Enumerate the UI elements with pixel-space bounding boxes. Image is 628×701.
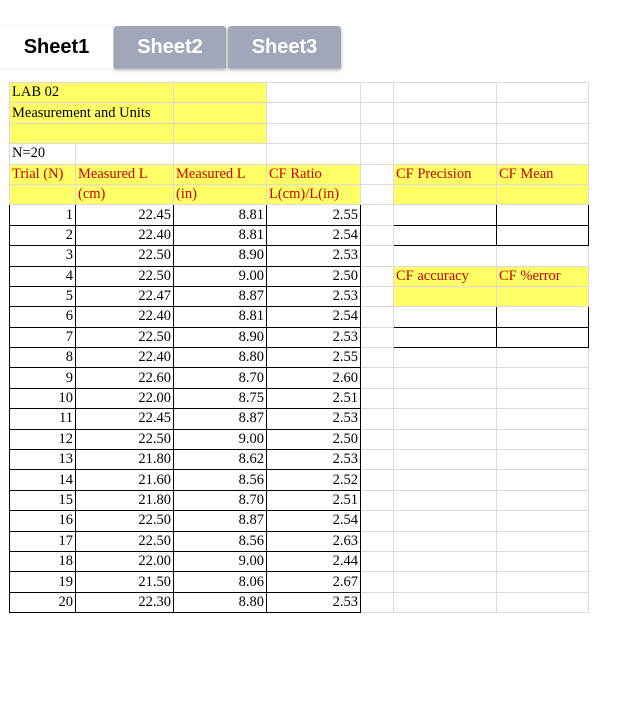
cell[interactable] xyxy=(497,470,589,490)
cell[interactable] xyxy=(361,429,394,449)
trial-cell[interactable]: 3 xyxy=(10,246,76,266)
cell[interactable] xyxy=(361,388,394,408)
measured-cm-unit[interactable]: (cm) xyxy=(76,184,174,204)
sheet-row-1 xyxy=(10,83,589,103)
measured-cm-cell[interactable]: 22.45 xyxy=(76,409,174,429)
measured-in-cell[interactable]: 8.90 xyxy=(174,327,267,347)
cell[interactable] xyxy=(497,368,589,388)
cell[interactable] xyxy=(361,511,394,531)
trial-cell[interactable]: 9 xyxy=(10,368,76,388)
cell[interactable] xyxy=(361,592,394,612)
measured-cm-cell[interactable]: 21.50 xyxy=(76,572,174,592)
cf-accuracy-value[interactable] xyxy=(394,286,497,306)
cell[interactable] xyxy=(361,205,394,225)
trial-cell[interactable]: 18 xyxy=(10,551,76,571)
lab-title-cell[interactable]: LAB 02 xyxy=(10,83,174,103)
cell[interactable] xyxy=(267,123,361,143)
cell[interactable] xyxy=(394,470,497,490)
cell[interactable] xyxy=(497,429,589,449)
table-row xyxy=(10,307,589,327)
tab-sheet3[interactable]: Sheet3 xyxy=(228,26,341,68)
table-row xyxy=(10,368,589,388)
trial-cell[interactable]: 20 xyxy=(10,592,76,612)
measured-in-cell[interactable]: 9.00 xyxy=(174,551,267,571)
sheet-row-6 xyxy=(10,184,589,204)
cell[interactable] xyxy=(361,184,394,204)
trial-cell[interactable]: 5 xyxy=(10,286,76,306)
cell[interactable] xyxy=(394,246,497,266)
cell[interactable] xyxy=(76,144,174,164)
cell[interactable] xyxy=(394,490,497,510)
cell[interactable] xyxy=(361,327,394,347)
cf-ratio-cell[interactable]: 2.55 xyxy=(267,348,361,368)
measured-in-cell[interactable]: 8.81 xyxy=(174,307,267,327)
table-row xyxy=(10,470,589,490)
trial-cell[interactable]: 12 xyxy=(10,429,76,449)
cell[interactable] xyxy=(497,83,589,103)
trial-cell[interactable]: 14 xyxy=(10,470,76,490)
table-row xyxy=(10,266,589,286)
spreadsheet-grid xyxy=(9,82,589,613)
cell[interactable] xyxy=(497,388,589,408)
table-row xyxy=(10,551,589,571)
measured-cm-cell[interactable]: 22.50 xyxy=(76,266,174,286)
cell[interactable] xyxy=(497,348,589,368)
cell[interactable] xyxy=(361,470,394,490)
cell[interactable] xyxy=(267,103,361,123)
trial-cell[interactable]: 17 xyxy=(10,531,76,551)
cf-ratio-cell[interactable]: 2.51 xyxy=(267,490,361,510)
measured-in-cell[interactable]: 8.70 xyxy=(174,368,267,388)
cell[interactable] xyxy=(394,409,497,429)
measured-in-cell[interactable]: 8.81 xyxy=(174,205,267,225)
measured-in-cell[interactable]: 9.00 xyxy=(174,266,267,286)
cell[interactable] xyxy=(361,450,394,470)
table-row xyxy=(10,429,589,449)
measured-cm-cell[interactable]: 22.40 xyxy=(76,348,174,368)
cell[interactable] xyxy=(497,551,589,571)
cf-precision-result[interactable] xyxy=(394,225,497,245)
trial-cell[interactable]: 11 xyxy=(10,409,76,429)
cf-ratio-cell[interactable]: 2.54 xyxy=(267,307,361,327)
cf-ratio-cell[interactable]: 2.53 xyxy=(267,327,361,347)
cf-ratio-cell[interactable]: 2.54 xyxy=(267,511,361,531)
cf-ratio-cell[interactable]: 2.53 xyxy=(267,286,361,306)
table-row xyxy=(10,511,589,531)
measured-cm-cell[interactable]: 22.50 xyxy=(76,511,174,531)
measured-in-cell[interactable]: 8.56 xyxy=(174,470,267,490)
sheet-row-5 xyxy=(10,164,589,184)
cell[interactable] xyxy=(497,572,589,592)
cell[interactable] xyxy=(267,83,361,103)
table-row xyxy=(10,286,589,306)
cell[interactable] xyxy=(394,450,497,470)
measured-in-header[interactable]: Measured L xyxy=(174,164,267,184)
cell[interactable] xyxy=(497,592,589,612)
measured-cm-cell[interactable]: 22.50 xyxy=(76,429,174,449)
cell[interactable] xyxy=(361,531,394,551)
cell[interactable] xyxy=(497,531,589,551)
cf-ratio-cell[interactable]: 2.53 xyxy=(267,409,361,429)
measured-in-cell[interactable]: 8.80 xyxy=(174,348,267,368)
cf-accuracy-header[interactable]: CF accuracy xyxy=(394,266,497,286)
measured-cm-cell[interactable]: 22.45 xyxy=(76,205,174,225)
cf-ratio-cell[interactable]: 2.44 xyxy=(267,551,361,571)
cf-error-result[interactable] xyxy=(497,327,589,347)
table-row xyxy=(10,205,589,225)
cell[interactable] xyxy=(394,144,497,164)
measured-cm-cell[interactable]: 22.50 xyxy=(76,327,174,347)
cf-ratio-cell[interactable]: 2.52 xyxy=(267,470,361,490)
cell[interactable] xyxy=(361,266,394,286)
measured-cm-cell[interactable]: 22.60 xyxy=(76,368,174,388)
cell[interactable] xyxy=(394,83,497,103)
measured-cm-cell[interactable]: 21.80 xyxy=(76,490,174,510)
measured-in-unit[interactable]: (in) xyxy=(174,184,267,204)
measured-cm-header[interactable]: Measured L xyxy=(76,164,174,184)
table-row xyxy=(10,388,589,408)
cell[interactable] xyxy=(394,348,497,368)
measured-cm-cell[interactable]: 22.40 xyxy=(76,225,174,245)
cell[interactable] xyxy=(174,103,267,123)
cell[interactable] xyxy=(174,83,267,103)
table-row xyxy=(10,327,589,347)
table-row xyxy=(10,409,589,429)
cell[interactable] xyxy=(497,123,589,143)
measured-in-cell[interactable]: 8.87 xyxy=(174,286,267,306)
cell[interactable] xyxy=(361,551,394,571)
cf-error-result[interactable] xyxy=(497,307,589,327)
cell[interactable] xyxy=(394,572,497,592)
cf-ratio-cell[interactable]: 2.53 xyxy=(267,246,361,266)
cell[interactable] xyxy=(267,144,361,164)
measured-cm-cell[interactable]: 22.47 xyxy=(76,286,174,306)
cf-precision-value[interactable] xyxy=(394,184,497,204)
cell[interactable] xyxy=(361,164,394,184)
measured-cm-cell[interactable]: 22.00 xyxy=(76,388,174,408)
table-row xyxy=(10,592,589,612)
cf-ratio-cell[interactable]: 2.51 xyxy=(267,388,361,408)
measured-cm-cell[interactable]: 22.30 xyxy=(76,592,174,612)
cf-precision-result[interactable] xyxy=(394,205,497,225)
measured-in-cell[interactable]: 8.70 xyxy=(174,490,267,510)
cell[interactable] xyxy=(361,368,394,388)
trial-cell[interactable]: 6 xyxy=(10,307,76,327)
measured-cm-cell[interactable]: 22.00 xyxy=(76,551,174,571)
cf-mean-value[interactable] xyxy=(497,184,589,204)
cell[interactable] xyxy=(394,123,497,143)
trial-cell[interactable]: 16 xyxy=(10,511,76,531)
sheet-tab-bar xyxy=(0,26,350,70)
trial-cell[interactable]: 2 xyxy=(10,225,76,245)
measured-in-cell[interactable]: 8.81 xyxy=(174,225,267,245)
measured-in-cell[interactable]: 8.62 xyxy=(174,450,267,470)
cell[interactable] xyxy=(361,123,394,143)
measured-cm-cell[interactable]: 21.80 xyxy=(76,450,174,470)
cf-ratio-cell[interactable]: 2.60 xyxy=(267,368,361,388)
cell[interactable] xyxy=(361,572,394,592)
sheet-row-3 xyxy=(10,123,589,143)
cell[interactable] xyxy=(497,450,589,470)
measured-in-cell[interactable]: 8.56 xyxy=(174,531,267,551)
cf-error-value[interactable] xyxy=(497,286,589,306)
cf-accuracy-result[interactable] xyxy=(394,307,497,327)
measured-in-cell[interactable]: 8.80 xyxy=(174,592,267,612)
measured-in-cell[interactable]: 9.00 xyxy=(174,429,267,449)
subtitle-cell[interactable]: Measurement and Units xyxy=(10,103,174,123)
cell[interactable] xyxy=(361,144,394,164)
cell[interactable] xyxy=(361,103,394,123)
cf-ratio-cell[interactable]: 2.50 xyxy=(267,429,361,449)
cell[interactable] xyxy=(394,531,497,551)
cell[interactable] xyxy=(361,83,394,103)
trial-cell[interactable]: 19 xyxy=(10,572,76,592)
measured-cm-cell[interactable]: 22.50 xyxy=(76,246,174,266)
measured-cm-cell[interactable]: 22.40 xyxy=(76,307,174,327)
measured-in-cell[interactable]: 8.87 xyxy=(174,511,267,531)
measured-in-cell[interactable]: 8.75 xyxy=(174,388,267,408)
cf-ratio-cell[interactable]: 2.50 xyxy=(267,266,361,286)
tab-sheet1[interactable]: Sheet1 xyxy=(0,26,113,68)
cell[interactable] xyxy=(394,429,497,449)
cell[interactable] xyxy=(361,225,394,245)
tab-sheet2[interactable]: Sheet2 xyxy=(114,26,226,68)
measured-in-cell[interactable]: 8.87 xyxy=(174,409,267,429)
cell[interactable] xyxy=(394,368,497,388)
trial-cell[interactable]: 8 xyxy=(10,348,76,368)
cell[interactable] xyxy=(174,123,267,143)
sheet-row-4 xyxy=(10,144,589,164)
table-row xyxy=(10,246,589,266)
cell[interactable] xyxy=(394,511,497,531)
measured-in-cell[interactable]: 8.90 xyxy=(174,246,267,266)
cf-ratio-cell[interactable]: 2.63 xyxy=(267,531,361,551)
cf-mean-result[interactable] xyxy=(497,205,589,225)
cell[interactable] xyxy=(361,348,394,368)
measured-cm-cell[interactable]: 21.60 xyxy=(76,470,174,490)
cf-ratio-cell[interactable]: 2.53 xyxy=(267,592,361,612)
cell[interactable] xyxy=(394,551,497,571)
cell[interactable] xyxy=(361,490,394,510)
cf-ratio-cell[interactable]: 2.67 xyxy=(267,572,361,592)
cf-ratio-cell[interactable]: 2.54 xyxy=(267,225,361,245)
trial-cell[interactable]: 10 xyxy=(10,388,76,408)
cell[interactable] xyxy=(174,144,267,164)
cf-precision-header[interactable]: CF Precision xyxy=(394,164,497,184)
cf-mean-result[interactable] xyxy=(497,225,589,245)
n-count-cell[interactable]: N=20 xyxy=(10,144,76,164)
worksheet-table xyxy=(9,82,589,613)
measured-in-cell[interactable]: 8.06 xyxy=(174,572,267,592)
cell[interactable] xyxy=(497,246,589,266)
trial-header[interactable]: Trial (N) xyxy=(10,164,76,184)
table-row xyxy=(10,572,589,592)
table-row xyxy=(10,531,589,551)
cf-error-header[interactable]: CF %error xyxy=(497,266,589,286)
cell[interactable] xyxy=(497,490,589,510)
cf-mean-header[interactable]: CF Mean xyxy=(497,164,589,184)
cell[interactable] xyxy=(394,592,497,612)
cell[interactable] xyxy=(394,103,497,123)
measured-cm-cell[interactable]: 22.50 xyxy=(76,531,174,551)
trial-cell[interactable]: 4 xyxy=(10,266,76,286)
cell[interactable] xyxy=(361,286,394,306)
cell[interactable] xyxy=(361,409,394,429)
cf-accuracy-result[interactable] xyxy=(394,327,497,347)
cell[interactable] xyxy=(497,409,589,429)
cell[interactable] xyxy=(361,246,394,266)
trial-cell[interactable]: 1 xyxy=(10,205,76,225)
table-row xyxy=(10,490,589,510)
cell[interactable] xyxy=(497,103,589,123)
trial-cell[interactable]: 7 xyxy=(10,327,76,347)
cf-ratio-header[interactable]: CF Ratio xyxy=(267,164,361,184)
sheet-row-2 xyxy=(10,103,589,123)
cell[interactable] xyxy=(394,388,497,408)
cell[interactable] xyxy=(10,123,174,143)
cell[interactable] xyxy=(497,511,589,531)
trial-cell[interactable]: 13 xyxy=(10,450,76,470)
cf-ratio-cell[interactable]: 2.55 xyxy=(267,205,361,225)
cf-ratio-formula[interactable]: L(cm)/L(in) xyxy=(267,184,361,204)
cf-ratio-cell[interactable]: 2.53 xyxy=(267,450,361,470)
table-row xyxy=(10,348,589,368)
cell[interactable] xyxy=(361,307,394,327)
cell[interactable] xyxy=(497,144,589,164)
cell[interactable] xyxy=(10,184,76,204)
table-row xyxy=(10,450,589,470)
table-row xyxy=(10,225,589,245)
trial-cell[interactable]: 15 xyxy=(10,490,76,510)
